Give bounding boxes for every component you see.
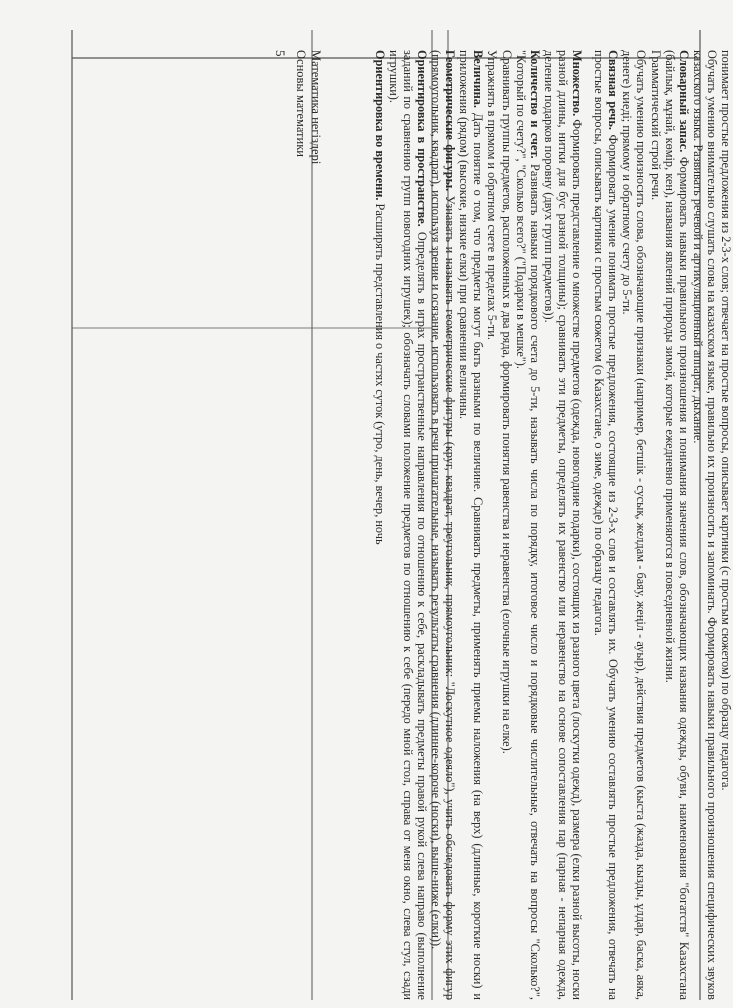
time-paragraph (373, 50, 387, 1000)
count-paragraph-2: Сравнивать группы предметов, расположенных в два ряда, формировать понятия равенства и неравенства (елочные игрушки на елке). (499, 50, 514, 754)
coherent-speech-heading: Связная речь. (606, 50, 621, 130)
speech-paragraph-3: Обучать умению произносить слова, обозначающие признаки (например, бетшік - сусық, желдам - баяу, жеңіл - ауыр), действия предметов (кыста (жазда, кызды, ұлдар, баска, аяка, денеге) киеді; прямому и обратному счету до 5-ти. (620, 50, 649, 1000)
vocabulary-heading: Словарный запас. (676, 50, 691, 153)
row-number: 5 (273, 50, 288, 57)
count-paragraph (514, 50, 542, 1000)
subject-cell (293, 50, 323, 290)
size-heading: Величина. (471, 50, 486, 108)
content-cell (333, 50, 733, 1000)
subject-kazakh: Математика негіздері (309, 50, 323, 165)
set-heading: Множество. (570, 50, 585, 117)
grammar-heading: Грамматический строй речи. (648, 50, 663, 201)
section-gap (584, 50, 592, 1000)
speech-paragraph-2: Обучать умению внимательно слушать слова на казахском языке, правильно их произносить и запоминать. Формировать навыки правильного произношения специфических звуков казахского языка. Развивать речевой и артикуляционный аппарат, дыхание. (690, 50, 719, 1000)
coherent-speech-text: Формировать умение понимать простые предложения, состоящие из 2-3-х слов и составлять их. Обучать умению составлять простые предложения, отвечать на простые вопросы, описывать картинки с простым сюжетом (о Казахстане, о зиме, одежде) по образцу педагога. (592, 50, 621, 1000)
speech-paragraph-1: понимает простые предложения из 2-3-х слов; отвечает на простые вопросы, описывает картинки (с простым сюжетом) по образцу педагога. (719, 50, 733, 791)
size-paragraph (457, 50, 485, 1000)
set-paragraph (542, 50, 584, 1000)
time-heading: Ориентировка во времени. (372, 50, 387, 201)
space-heading: Ориентировка в пространстве. (415, 50, 430, 227)
space-text: Определять в играх пространственные направления по отношению к себе, раскладывать предметы правой рукой слева направо (выполнение заданий по сравнению групп новогодних игрушек); обозначать словами положение предметов по отношению к себе (передо мной стол, справа от меня окно, слева стул, сзади игрушки). (386, 50, 430, 1000)
coherent-speech-paragraph (592, 50, 620, 1000)
shapes-heading: Геометрические фигуры. (443, 50, 458, 192)
time-text: Расширять представления о частях суток (утро, день, вечер, ночь (372, 200, 387, 545)
vocabulary-paragraph (663, 50, 691, 1000)
size-text: Дать понятие о том, что предметы могут быть разными по величине. Сравнивать предметы, применять приемы наложения (на верх) (длинные, короткие носки) и приложения (рядом) (высокие, низкие елки) при сравнении величины. (457, 50, 486, 1000)
vocabulary-text: Формировать навыки правильного произношения и понимания значения слов, обозначающих названия одежды, обуви, наименования "богатств" Казахстана (байлық, мұнай, көмір, кен), названия явлений природы зимой, которые ежедневно применяются в повседневной жизни. (662, 50, 691, 1000)
shapes-paragraph (429, 50, 457, 1000)
shapes-text: Узнавать и называть геометрические фигуры (круг, квадрат, треугольник, прямоугольник: "Лоскутное одеяло"), учить обследовать форму этих фигур (прямоугольник, квадрат), используя зрение и осязание, использовать в речи прилагательные, называть результаты сравнения (длиннее-короче (носки), выше-ниже (елки)). (429, 50, 458, 1000)
count-heading: Количество и счет. (527, 50, 542, 159)
subject-russian: Основы математики (294, 50, 308, 157)
count-text: Развивать навыки порядкового счета до 5-ти, называть числа по порядку, итоговое число и порядковые числительные, отвечать на вопросы "Сколько?", "Который по счету?", "Сколько всего?" ("Подарки в мешке"). (513, 50, 542, 1000)
space-paragraph (387, 50, 429, 1000)
set-text: Формировать представление о множестве предметов (одежда, новогодние подарки), состоящих из разного цвета (лоскутки одежд), размера (елки разной высоты, носки разной длины, нитки для бус разной толщины); сравнивать эти предметы, определять их равенство или неравенство на основе сопоставления пар (парная - непарная одежда, деление подарков поровну (двух групп предметов)). (541, 50, 585, 1000)
count-paragraph-3: Упражнять в прямом и обратном счете в пределах 5-ти. (485, 50, 500, 340)
